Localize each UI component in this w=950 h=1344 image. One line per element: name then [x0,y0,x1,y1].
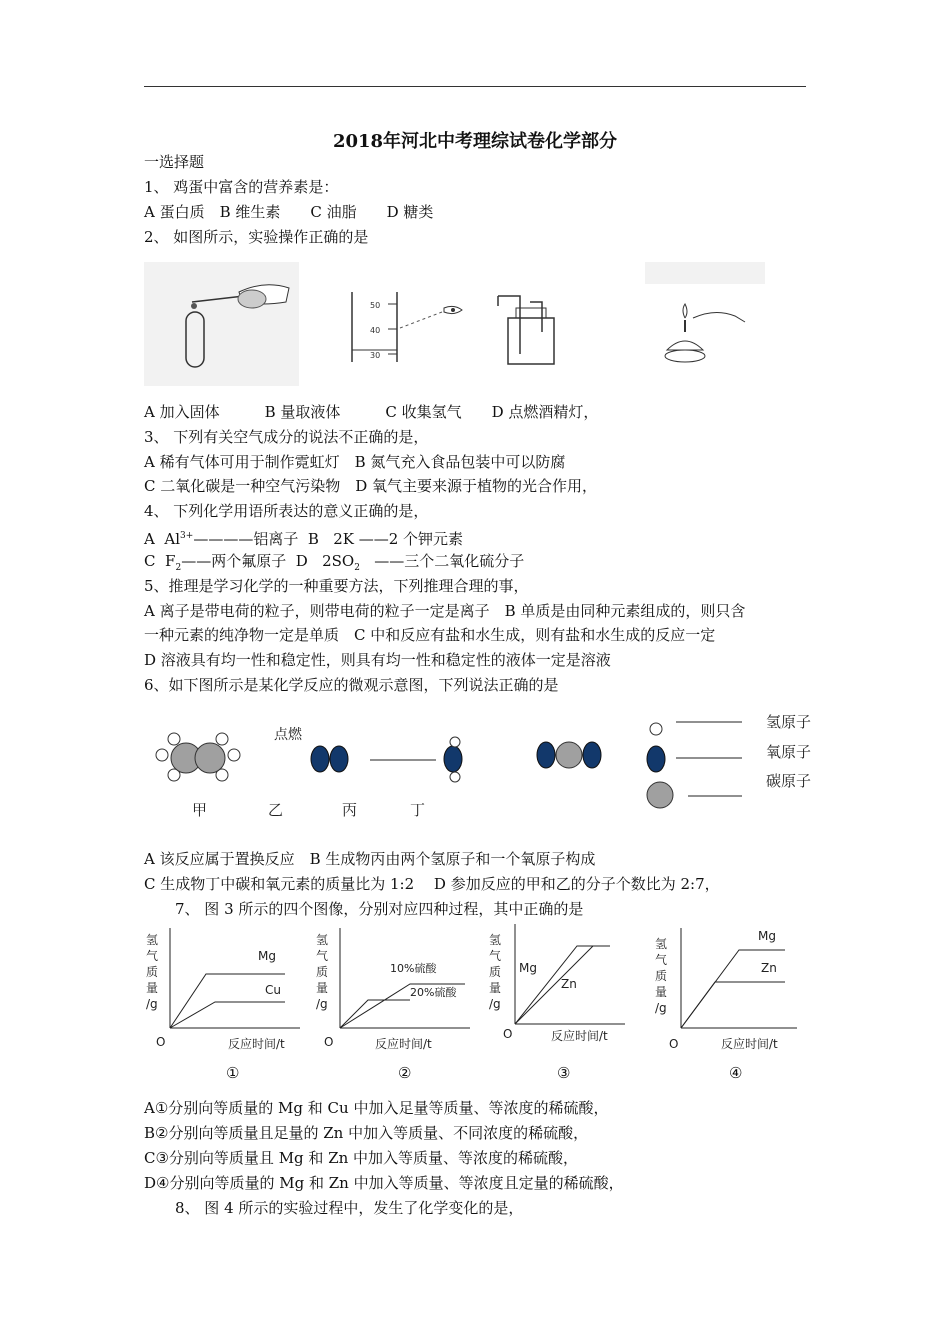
svg-text:量: 量 [316,981,329,995]
series-label: 20%硫酸 [410,986,457,999]
series-label: Mg [519,961,537,975]
svg-text:反应时间/t: 反应时间/t [551,1029,608,1043]
light-lamp-figure [645,262,765,366]
series-label: Zn [761,961,777,975]
q7-option-a: A①分别向等质量的 Mg 和 Cu 中加入足量等质量、等浓度的稀硫酸， [144,1099,609,1117]
q1-options: A 蛋白质 B 维生素 C 油脂 D 糖类 [144,203,434,221]
legend-oxygen-icon [647,746,665,772]
q5-line-3: D 溶液具有均一性和稳定性，则具有均一性和稳定性的液体一定是溶液 [144,651,611,669]
series-label: Cu [265,983,281,997]
q5-line-2: 一种元素的纯净物一定是单质 C 中和反应有盐和水生成，则有盐和水生成的反应一定 [144,626,716,644]
page-title: 2018年河北中考理综试卷化学部分 [332,131,618,152]
svg-text:质: 质 [146,965,159,979]
curve-zn [681,982,785,1028]
caption-4: ④ [729,1064,743,1082]
svg-text:反应时间/t: 反应时间/t [228,1037,285,1051]
caption-3: ③ [557,1064,571,1082]
graph-4 [645,926,805,1056]
svg-text:质: 质 [655,969,668,983]
label-jia: 甲 [192,801,208,819]
q7-stem: 7、 图 3 所示的四个图像，分别对应四种过程，其中正确的是 [175,900,584,918]
svg-text:O: O [669,1037,679,1051]
molecule-ding [537,742,555,768]
svg-text:质: 质 [489,965,502,979]
curve-10pct [340,1000,410,1028]
burette-tick: 30 [370,351,381,360]
q2-stem: 2、 如图所示，实验操作正确的是 [144,228,369,246]
collect-hydrogen-figure [490,292,560,367]
q3-options-ab: A 稀有气体可用于制作霓虹灯 B 氮气充入食品包装中可以防腐 [144,453,566,471]
svg-text:O: O [156,1035,166,1049]
svg-text:反应时间/t: 反应时间/t [721,1037,778,1051]
legend-hydrogen-icon [650,723,662,735]
legend-carbon: 碳原子 [766,772,812,790]
legend-carbon-icon [647,782,673,808]
q3-stem: 3、 下列有关空气成分的说法不正确的是， [144,428,429,446]
svg-text:/g: /g [146,997,158,1011]
legend-hydrogen: 氢原子 [766,713,812,731]
q7-option-d: D④分别向等质量的 Mg 和 Zn 中加入等质量、等浓度且定量的稀硫酸， [144,1174,624,1192]
label-bing: 丙 [342,801,358,819]
q8-stem: 8、 图 4 所示的实验过程中，发生了化学变化的是， [175,1199,524,1217]
svg-text:/g: /g [655,1001,667,1015]
q4-options-cd: C $F_2——$两个氟原子 D $2SO_2$ ——三个二氧化硫分子 [144,552,525,573]
svg-text:/g: /g [316,997,328,1011]
series-label: 10%硫酸 [390,962,437,975]
molecule-bing [444,746,462,772]
q6-options-cd: C 生成物丁中碳和氧元素的质量比为 1:2 D 参加反应的甲和乙的分子个数比为 2:7， [144,875,720,893]
graph-2 [310,926,480,1056]
q6-stem: 6、如下图所示是某化学反应的微观示意图，下列说法正确的是 [144,676,559,694]
series-label: Mg [758,929,776,943]
graph-3 [485,922,635,1052]
legend-oxygen: 氧原子 [766,743,812,761]
svg-text:/g: /g [489,997,501,1011]
svg-text:氢: 氢 [316,933,329,947]
molecule-yi [311,746,329,772]
svg-text:氢: 氢 [655,937,668,951]
label-ding: 丁 [410,801,426,819]
label-yi: 乙 [268,801,284,819]
reaction-condition: 点燃 [274,727,302,743]
svg-text:量: 量 [655,985,668,999]
burette-tick: 40 [370,326,381,335]
svg-text:质: 质 [316,965,329,979]
svg-text:量: 量 [146,981,159,995]
q5-line-1: A 离子是带电荷的粒子，则带电荷的粒子一定是离子 B 单质是由同种元素组成的，则只含 [144,602,746,620]
svg-text:量: 量 [489,981,502,995]
q7-option-c: C③分别向等质量且 Mg 和 Zn 中加入等质量、等浓度的稀硫酸， [144,1149,579,1167]
curve-zn [515,946,593,1024]
svg-text:O: O [503,1027,513,1041]
burette-tick: 50 [370,301,381,310]
q4-options-ab: A $Al^{3+}————$铝离子 B 2K ——2 个钾元素 [144,530,464,548]
series-label: Zn [561,977,577,991]
q3-options-cd: C 二氧化碳是一种空气污染物 D 氧气主要来源于植物的光合作用， [144,477,598,495]
measure-liquid-figure [342,290,472,365]
q6-options-ab: A 该反应属于置换反应 B 生成物丙由两个氢原子和一个氧原子构成 [144,850,596,868]
q2-options: A 加入固体 B 量取液体 C 收集氢气 D 点燃酒精灯， [144,403,599,421]
header-rule [144,86,806,87]
svg-text:氢: 氢 [146,933,159,947]
svg-text:氢: 氢 [489,933,502,947]
svg-text:气: 气 [146,949,159,963]
q7-option-b: B②分别向等质量且足量的 Zn 中加入等质量、不同浓度的稀硫酸， [144,1124,589,1142]
molecule-jia [156,733,240,781]
graph-1 [140,926,310,1056]
svg-text:气: 气 [316,949,329,963]
caption-2: ② [398,1064,412,1082]
q1-stem: 1、 鸡蛋中富含的营养素是： [144,178,339,196]
svg-text:气: 气 [655,953,668,967]
section-heading: 一选择题 [144,153,205,171]
svg-text:气: 气 [489,949,502,963]
reaction-diagram [144,705,824,825]
svg-text:反应时间/t: 反应时间/t [375,1037,432,1051]
series-label: Mg [258,949,276,963]
add-solid-figure [144,262,299,386]
svg-text:O: O [324,1035,334,1049]
caption-1: ① [226,1064,240,1082]
curve-cu [170,1002,285,1028]
q5-stem: 5、推理是学习化学的一种重要方法，下列推理合理的事， [144,577,529,595]
q4-stem: 4、 下列化学用语所表达的意义正确的是， [144,502,429,520]
